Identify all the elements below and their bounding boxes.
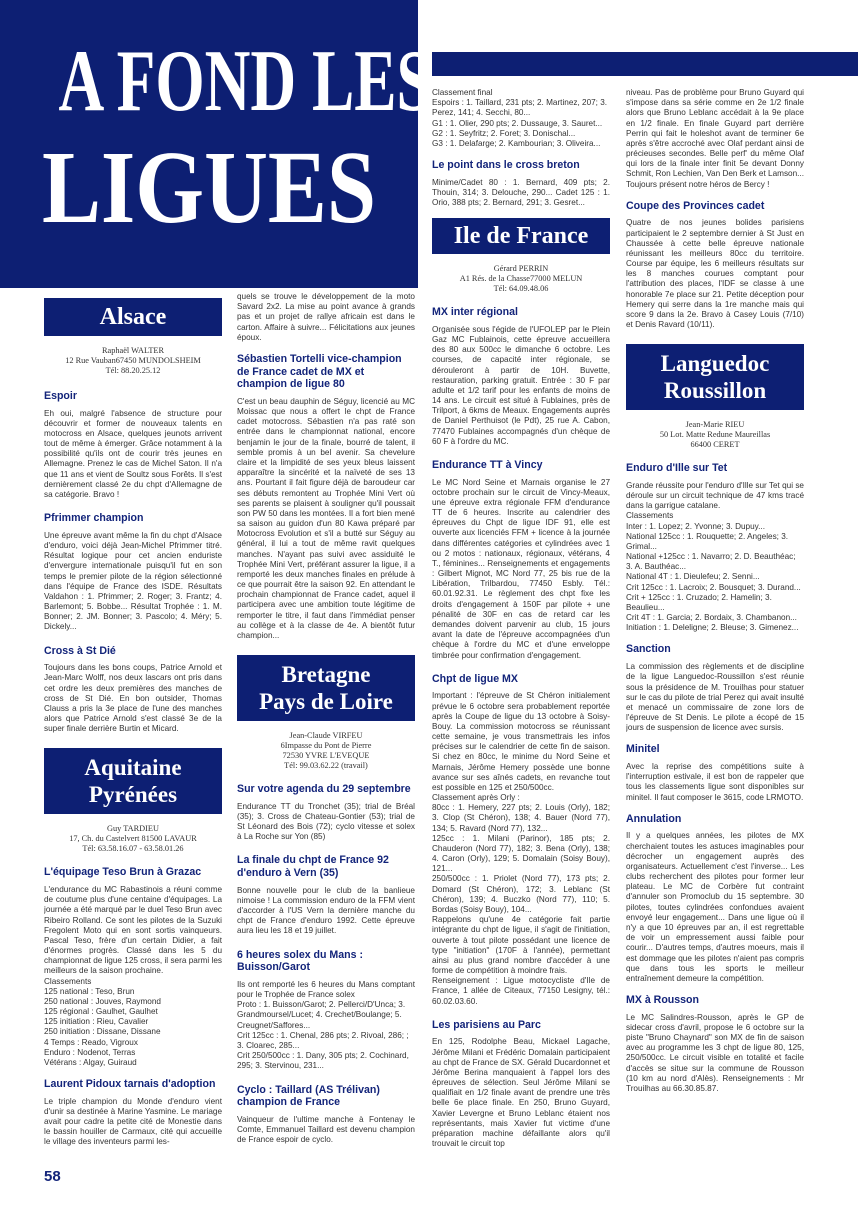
section-heading: Les parisiens au Parc	[432, 1018, 541, 1031]
languedoc-contact	[626, 420, 804, 450]
contact-address: 72530 YVRE L'EVEQUE	[282, 751, 370, 760]
list-item: Crit + 125cc : 1. Cruzado; 2. Hamelin; 3. Beaulieu...	[626, 592, 772, 612]
contact-name: Jean-Marie RIEU	[685, 420, 745, 430]
contact-address: 50 Lot. Matte Redune Maureillas	[659, 430, 771, 440]
section-text: Il y a quelques années, les pilotes de MX cherchaient toutes les astuces imaginables pour décrocher un engagement auprès des organisateurs. Actuellement c'est l'inverse... Les clubs recherchent des pilotes pour former leur plateau. Le MC de Corbère fut contraint d'annuler son Promoclub du 15 septembre. 30 pilotes, toutes cylindrées confondues avaient envoyé leur engagement... Dans une ligue où il n'y a que 10 épreuves par an, il est regrettable de voir un empressement aussi faible pour courir... D'autres temps, d'autres moeurs, mais il est dommage que les pilotes n'aient pas compris que dans tous les sports le meilleur entraînement demeure la compétition.	[626, 831, 804, 983]
section-text: Toujours dans les bons coups, Patrice Arnold et Jean-Marc Wolff, nos deux lascars ont pris dans cet ordre les deux premières des manches de cross de St Dié. En bon outsider, Thomas Clauss a pris la 3e place de l'une des manches alors que Patrice Arnold s'est classé 3e de la super finale derrière Burtin et Micard.	[44, 663, 222, 734]
page-title-line2: LIGUES	[41, 130, 377, 245]
section-text: Important : l'épreuve de St Chéron initialement prévue le 6 octobre sera probablement reportée après la Coupe de ligue du 13 octobre à Soisy-Bouy. La commission motocross se réunissant cette semaine, je vous transmettrais les infos précises sur le calendrier de cette fin de saison. Si chez en 80cc, le minime du Nord Seine et Marnais, Jérôme Hemery possède une bonne avance sur ses aînés cadets, en revanche tout est possible en 125 et 250/500cc.	[432, 691, 610, 792]
section-heading: La finale du chpt de France 92 d'enduro à Vern (35)	[237, 854, 389, 879]
section-text: Ils ont remporté les 6 heures du Mans comptant pour le Trophée de France solex	[237, 979, 415, 1000]
column-1	[44, 298, 222, 1178]
section-heading: Le point dans le cross breton	[432, 159, 580, 172]
section-text: La commission des règlements et de discipline de la ligue Languedoc-Roussillon s'est réunie sous la présidence de M. Trouilhas pour statuer sur le cas du pilote de trial Perez qui avait insulté et menacé un commissaire de zone lors de l'épreuve de St Denis. Le pilote a écopé de 15 jours de suspension de licence avec sursis.	[626, 662, 804, 733]
section-heading: Cyclo : Taillard (AS Trélivan) champion de France	[237, 1083, 380, 1109]
page-number: 58	[44, 1168, 61, 1185]
results-list	[44, 977, 222, 1069]
contact-name: Raphaël WALTER	[102, 346, 164, 355]
section-text: Endurance TT du Tronchet (35); trial de Bréal (35); 3. Cross de Chateau-Gontier (53); trial de St Léonard des Bois (72); cyclo vitesse et solex à La Roche sur Yon (85)	[237, 801, 415, 842]
list-item: 80cc : 1. Hemery, 227 pts; 2. Louis (Orly), 182; 3. Clop (St Chéron), 138; 4. Bauer (Nord 77), 134; 5. Ravard (Nord 77), 132...	[432, 803, 610, 833]
alsace-banner: Alsace	[44, 298, 222, 336]
section-heading: MX inter régional	[432, 306, 518, 319]
ile-de-france-contact	[432, 264, 610, 294]
section-text: Le triple champion du Monde d'enduro vient d'unir sa destinée à Marine Yasmine. Le mariage avait pour cadre la petite cité de Monestie dans le bassin houiller de Carmaux, cité qui accueille le village des inventeurs parmi les-	[44, 1096, 222, 1147]
section-text: Vainqueur de l'ultime manche à Fontenay le Comte, Emmanuel Taillard est devenu champion de France espoir de cyclo.	[237, 1114, 415, 1145]
section-text: En 125, Rodolphe Beau, Mickael Lagache, Jérôme Milani et Frédéric Domalain participaient au chpt de France de SX. Gérald Ducardonnet et Jérôme Berina manquaient à l'appel lors des épreuves de sélection. Seul Jérôme Milani se qualifiait en 1/2 finale avant de prendre une très belle 6e place finale. En 250, Bruno Guyard, Xavier Levergne et Bruno Leblanc étaient nos représentants, mais Xavier fut victime d'une préparation machine défaillante alors qu'il trouvait le circuit top	[432, 1037, 610, 1149]
results-list	[626, 511, 804, 633]
results-list	[237, 1000, 415, 1071]
section-text: niveau. Pas de problème pour Bruno Guyard qui s'impose dans sa série comme en 2e 1/2 finale alors que Bruno Leblanc accédait à la 9e place en 1/2 finale. En finale Guyard part derrière Perrin qui fait le holeshot avant de terminer 6e après s'être accroché avec Olaf perdant ainsi de précieuses secondes. Belle perf' du même Olaf qui lors de la finale inter finit 5e devant Donny Schmit, Ron Lechien, Van Den Berk et Lamson... Toujours présent notre héros de Bercy !	[626, 88, 804, 189]
list-item: 125 initiation : Rieu, Cavalier	[44, 1017, 149, 1027]
contact-address: 6Impasse du Pont de Pierre	[280, 741, 372, 751]
banner-line: Pays de Loire	[259, 689, 393, 715]
bretagne-banner	[237, 655, 415, 721]
section-text: quels se trouve le développement de la moto Savard 2x2. La mise au point avance à grands pas et un projet de rallye africain est dans le carton. Affaire à suivre... Félicitations aux jeunes époux.	[237, 292, 415, 342]
contact-phone: Tél: 64.09.48.06	[493, 284, 549, 294]
aquitaine-contact	[44, 824, 222, 854]
page-title	[0, 33, 432, 245]
contact-address: 12 Rue Vauban67450 MUNDOLSHEIM	[65, 355, 201, 365]
section-text: L'endurance du MC Rabastinois a réuni comme de coutume plus d'une centaine d'équipages. La journée a été marqué par le duel Teso Brun avec Ribeiro Rolland. Ce sont les pilotes de la Suzuki Fregolent Moto qui en sont sortis vainqueurs. Pascal Teso, frère d'un certain Didier, a fait d'énormes progrès. Classé dans les 5 du championnat de ligue 125 cross, il sera parmi les meilleurs de la saison prochaine.	[44, 885, 222, 976]
section-heading: Laurent Pidoux tarnais d'adoption	[44, 1078, 216, 1091]
banner-line: Roussillon	[663, 378, 767, 404]
section-text: Avec la reprise des compétitions suite à l'interruption estivale, il est bon de rappeler que tous les classements ligue sont disponibles sur minitel. Il faut composer le 3615, code LRMOTO.	[626, 762, 804, 802]
list-item: G2 : 1. Seyfritz; 2. Foret; 3. Donischal...	[432, 128, 576, 138]
contact-name: Gérard PERRIN	[493, 264, 549, 274]
section-heading: Sur votre agenda du 29 septembre	[237, 782, 411, 795]
contact-address: 17, Ch. du Castelvert 81500 LAVAUR	[69, 834, 197, 844]
banner-line: Languedoc	[660, 351, 770, 377]
contact-phone: Tél: 63.58.16.07 - 63.58.01.26	[82, 844, 184, 854]
section-heading: L'équipage Teso Brun à Grazac	[44, 866, 202, 879]
section-text: Le MC Nord Seine et Marnais organise le 27 octobre prochain sur le circuit de Vincy-Meaux, une épreuve extra régionale FFM d'endurance TT de 6 heures. Inscrite au calendrier des épreuves du Chpt de ligue IDF 91, elle est ouverte aux licenciés FFM + licence à la journée dans différentes catégories et cylindrées avec 1 ou 2 motos : nationaux, régionaux, vétérans, 4 T., féminines... Renseignements et engagements : Gilbert Mignot, MC Nord 77, 25 bis rue de la Libération, Trilbardou, 77450 Esbly. Tél.: 60.01.92.31. Le règlement des chpt fixe les droits d'engagement à 150F par pilote + une pénalité de 30F en cas de retard car les demandes doivent parvenir au club, 15 jours avant la date de l'épreuve accompagnées d'un chèque à l'ordre du MC et d'une enveloppe timbrée pour confirmation d'engagement.	[432, 477, 610, 660]
list-item: Espoirs : 1. Taillard, 231 pts; 2. Martinez, 207; 3. Perez, 141; 4. Secchi, 80...	[432, 98, 608, 118]
banner-line: Pyrénées	[88, 782, 178, 808]
section-heading: Coupe des Provinces cadet	[626, 199, 765, 212]
column-4	[626, 88, 804, 1198]
contact-address: A1 Rés. de la Chasse77000 MELUN	[459, 274, 583, 284]
languedoc-banner	[626, 344, 804, 410]
section-heading: Enduro d'Ille sur Tet	[626, 462, 728, 475]
list-item: Crit 4T : 1. Garcia; 2. Bordaix, 3. Chambanon...	[626, 613, 797, 623]
header-band	[432, 52, 858, 76]
section-text: Une épreuve avant même la fin du chpt d'Alsace d'enduro, voici déjà Jean-Michel Pfrimmer titré. Résultat logique pour cet ancien enduriste d'envergure internationale puisqu'il fut en son temps le premier pilote de la région sélectionné dans l'équipe de France des ISDE. Résultats Valdahon : 1. Pfrimmer; 2. Roger; 3. Frantz; 4. Barlemont; 5. Bobbe... Résultat Trophée : 1. M. Bonner; 2. JM. Bonner; 3. Pascolo; 4. Méry; 5. Dickely...	[44, 530, 222, 632]
section-heading: MX à Rousson	[626, 994, 699, 1007]
contact-phone: Tél: 99.03.62.22 (travail)	[284, 760, 368, 770]
list-item: G1 : 1. Olier, 290 pts; 2. Dussauge, 3. Sauret...	[432, 118, 603, 128]
banner-line: Aquitaine	[84, 755, 182, 781]
section-heading: Cross à St Dié	[44, 644, 116, 657]
list-item: Crit 125cc : 1. Lacroix; 2. Bousquet; 3. Durand...	[626, 582, 801, 592]
section-heading: Pfrimmer champion	[44, 512, 144, 525]
list-item: National +125cc : 1. Navarro; 2. D. Beauthéac; 3. A. Bauthéac...	[626, 552, 796, 572]
contact-name: Jean-Claude VIRFEU	[289, 731, 363, 741]
list-item: Crit 125cc : 1. Chenal, 286 pts; 2. Rivoal, 286; ; 3. Cloarec, 285...	[237, 1030, 409, 1050]
column-3	[432, 88, 610, 1198]
list-item: 125 national : Teso, Brun	[44, 986, 135, 996]
section-heading: 6 heures solex du Mans : Buisson/Garot	[237, 948, 363, 974]
list-item: Crit 250/500cc : 1. Dany, 305 pts; 2. Cochinard, 295; 3. Stervinou, 231...	[237, 1051, 409, 1071]
section-text: Organisée sous l'égide de l'UFOLEP par le Plein Gaz MC Fublainois, cette épreuve accueillera des 80 aux 500cc le dimanche 6 octobre. Les courses, de capacité inter régionale, se dérouleront à partir de 10H. Buvette, restauration, parking gratuit. Entrée : 30 F par adulte et 1/2 tarif pour les enfants de moins de 14 ans. Le circuit est situé à Fublaines, près de Trilport, à 6kms de Meaux. Engagements auprès de Daniel Perthuisot (le Pdt), 25 rue A. Cabon, 77470 Fublaines accompagnés d'un chèque de 60 F à l'ordre du MC.	[432, 324, 610, 446]
list-item: 125cc : 1. Milani (Parinor), 185 pts; 2. Chauderon (Nord 77), 182; 3. Bena (Orly), 138; 4. Caron (Orly), 129; 5. Domalain (Soisy Bouy), 121...	[432, 833, 610, 874]
list-item: Renseignement : Ligue motocycliste d'Ile de France, 1 allée de Citeaux, 77150 Lesigny, tél.: 60.02.03.60.	[432, 976, 610, 1006]
results-list	[432, 88, 610, 149]
bretagne-contact	[237, 731, 415, 771]
list-item: Classements	[626, 511, 674, 521]
list-item: Classement après Orly :	[432, 793, 520, 803]
section-heading: Sébastien Tortelli vice-champion de France cadet de MX et champion de ligue 80	[237, 352, 402, 391]
list-item: Enduro : Nodenot, Terras	[44, 1047, 136, 1057]
section-heading: Chpt de ligue MX	[432, 672, 518, 685]
aquitaine-banner	[44, 748, 222, 814]
section-text: Bonne nouvelle pour le club de la banlieue nimoise ! La commission enduro de la FFM vient d'accorder à l'US Vern la dernière manche du chpt de France d'enduro 1992. Cette épreuve aura lieu les 18 et 19 juillet.	[237, 885, 415, 936]
section-text: Minime/Cadet 80 : 1. Bernard, 409 pts; 2. Thouin, 314; 3. Delouche, 290... Cadet 125 : 1. Orio, 388 pts; 2. Bernard, 291; 3. Gesret...	[432, 177, 610, 208]
ile-de-france-banner: Ile de France	[432, 218, 610, 254]
page-title-line1: A FOND LES	[58, 33, 432, 130]
list-item: National 125cc : 1. Rouquette; 2. Angeles; 3. Grimal...	[626, 531, 789, 551]
list-item: G3 : 1. Delafarge; 2. Kambourian; 3. Oliveira...	[432, 138, 601, 148]
list-item: Inter : 1. Lopez; 2. Yvonne; 3. Dupuy...	[626, 521, 765, 531]
results-list	[432, 793, 610, 1007]
list-item: Initiation : 1. Deleligne; 2. Bleuse; 3. Gimenez...	[626, 623, 799, 633]
section-text: Grande réussite pour l'enduro d'Ille sur Tet qui se déroule sur un circuit technique de 47 kms tracé dans la garrigue catalane.	[626, 480, 804, 511]
list-item: Rappelons qu'une 4e catégorie fait partie intégrante du chpt de ligue, il s'agit de l'initiation, ouverte à tout pilote possédant une licence de type "initiation" (170F à l'année), permettant ainsi au plus grand nombre d'accéder à une forme de compétition à moindre frais.	[432, 915, 610, 976]
column-2	[237, 292, 415, 1192]
section-heading: Sanction	[626, 643, 671, 656]
banner-line: Bretagne	[281, 662, 371, 688]
section-text: Quatre de nos jeunes bolides parisiens participaient le 2 septembre dernier à St Just en Chaussée à cette belle épreuve nationale réunissant les meilleurs 80cc du territoire. Course par équipe, les 6 meilleurs résultats sur les 8 manches courues comptant pour l'attribution des places, l'IDF se classe à une honorable 7e place sur 21. Petite déception pour Hemery qui serre dans la 1re manche mais qui score 9 dans la 2e. Bravo à Casey Louis (7/10) et Denis Ravard (10/11).	[626, 218, 804, 330]
contact-name: Guy TARDIEU	[107, 824, 159, 834]
section-text: Eh oui, malgré l'absence de structure pour découvrir et former de nouveaux talents en motocross en Alsace, quelques jeunots arrivent tout de même à émerger. Grâce notamment à la possibilité qu'ils ont de courir très jeunes en Allemagne. Prenez le cas de Michel Saton. Il n'a que 11 ans et vient de Soultz sous Forêts. Il s'est dernièrement classé 2e du chpt d'Allemagne de sa catégorie. Bravo !	[44, 408, 222, 499]
section-heading: Endurance TT à Vincy	[432, 458, 543, 471]
list-item: Proto : 1. Buisson/Garot; 2. Pellerci/D'Unca; 3. Grandmoursel/Lucet; 4. Crechet/Boulange; 5. Creugnet/Saffores...	[237, 1000, 406, 1030]
list-item: Classements	[44, 976, 92, 986]
section-heading: Espoir	[44, 389, 77, 402]
contact-phone: Tél: 88.20.25.12	[105, 365, 161, 375]
list-item: Classement final	[432, 88, 493, 97]
section-heading: Annulation	[626, 812, 682, 825]
list-item: 125 régional : Gaulhet, Gaulhet	[44, 1007, 158, 1017]
alsace-contact	[44, 346, 222, 376]
list-item: 250/500cc : 1. Priolet (Nord 77), 173 pts; 2. Domard (St Chéron), 172; 3. Leblanc (St Chéron), 139; 4. Buczko (Nord 77), 110; 5. Bordas (Soisy Bouy), 104...	[432, 874, 610, 914]
list-item: National 4T : 1. Dieulefeu; 2. Senni...	[626, 572, 760, 582]
section-text: Le MC Salindres-Rousson, après le GP de sidecar cross d'avril, propose le 6 octobre sur la piste "Bruno Chaynard" son MX de fin de saison avec au programme les 3 chpt de ligue 80, 125, 250/500cc. Le circuit visible en totalité et facile d'accès se situe sur la commune de Rousson (10 km au nord d'Alès). Renseignements : Mr Trouilhas au 66.30.85.87.	[626, 1012, 804, 1093]
section-heading: Minitel	[626, 743, 660, 756]
section-text: C'est un beau dauphin de Séguy, licencié au MC Moissac que nous a offert le chpt de France cadet motocross. Sébastien n'a pas raté son entrée dans le championnat national, encore benjamin le jour de la finale, bourré de talent, il semble promis à un bel avenir. Sa chevelure claire et la limpidité de ses yeux bleus laissent apparaître la sincérité et la naïveté de ses 13 ans. Pourtant il fait figure déjà de baroudeur car ses débuts remontent au Trophée Mini Vert où ses parents se plaisent à souligner qu'il poussait son PW 50 dans les montées. Il a fort bien mené sa saison au guidon d'un 80 Kawa préparé par Motocross Evolution et s'il a butté sur Séguy au général, il lui a tout de même ravit quelques manches. N'ayant pas suivi avec assiduité le Trophée Mini Vert, préférant assurer la ligue, il a remporté les deux manches finales en prélude à ce que pourrait être la saison 92. En attendant le prochain championnat de France cadet, aquel il participera avec une ambition toute légitime de remporter le titre, il faut dans l'immédiat penser au collège et à la classe de 4e. A bientôt futur champion...	[237, 396, 415, 640]
contact-address: 66400 CERET	[690, 440, 740, 450]
list-item: 250 national : Jouves, Raymond	[44, 996, 161, 1006]
list-item: Vétérans : Algay, Guiraud	[44, 1057, 137, 1067]
title-block	[0, 0, 432, 288]
list-item: 4 Temps : Reado, Vigroux	[44, 1037, 138, 1047]
list-item: 250 initiation : Dissane, Dissane	[44, 1027, 161, 1037]
